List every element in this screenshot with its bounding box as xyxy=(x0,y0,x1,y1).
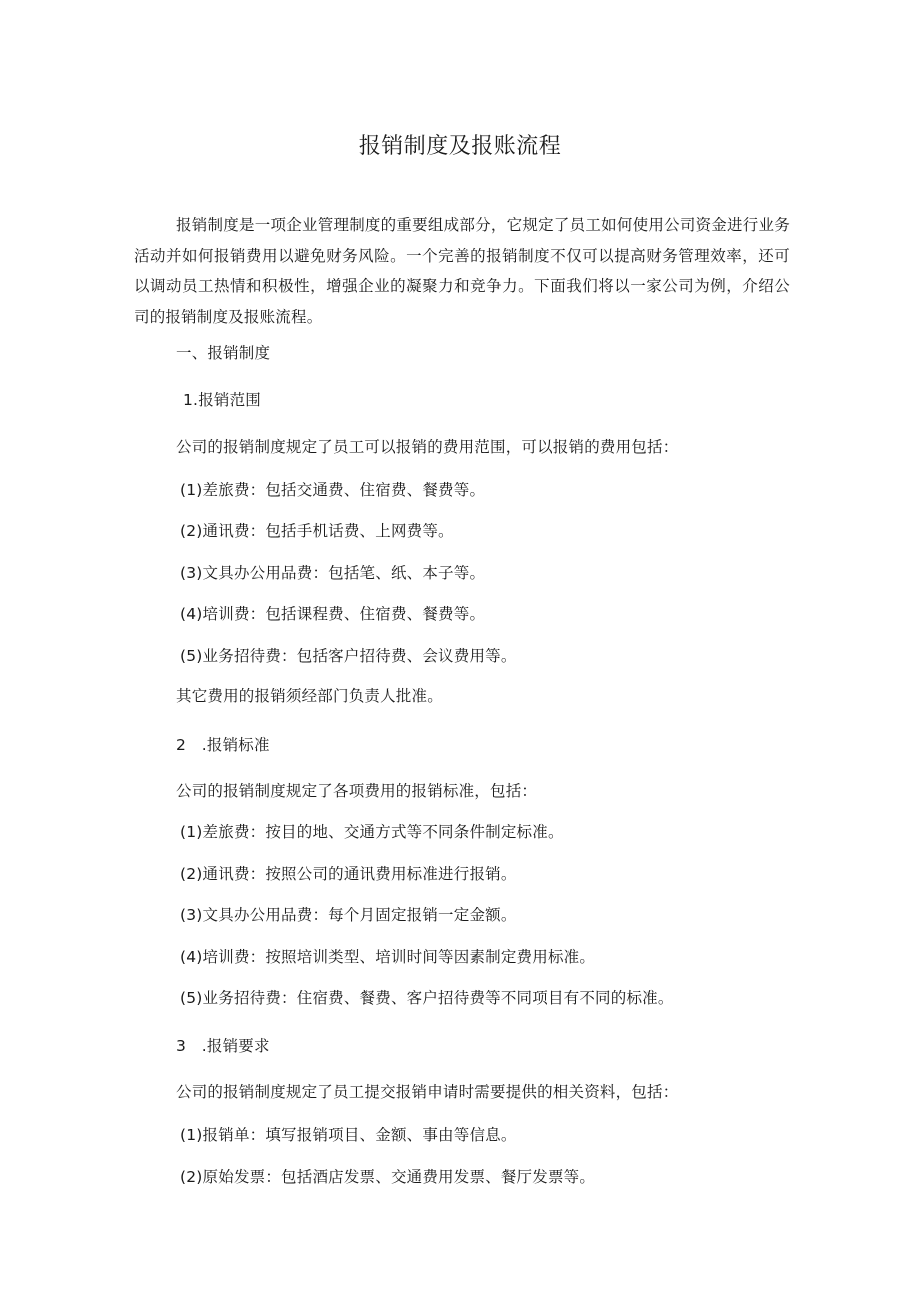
scope-item: (3)文具办公用品费：包括笔、纸、本子等。 xyxy=(180,564,486,582)
subheading-standard: 2 .报销标准 xyxy=(176,736,270,754)
scope-item: (5)业务招待费：包括客户招待费、会议费用等。 xyxy=(180,647,517,665)
requirements-item: (2)原始发票：包括酒店发票、交通费用发票、餐厅发票等。 xyxy=(180,1168,596,1186)
scope-lead: 公司的报销制度规定了员工可以报销的费用范围，可以报销的费用包括： xyxy=(176,438,679,456)
standard-lead: 公司的报销制度规定了各项费用的报销标准，包括： xyxy=(176,782,538,800)
document-title: 报销制度及报账流程 xyxy=(358,134,562,159)
scope-item: (1)差旅费：包括交通费、住宿费、餐费等。 xyxy=(180,481,486,499)
intro-paragraph: 报销制度是一项企业管理制度的重要组成部分，它规定了员工如何使用公司资金进行业务活动并如何报销费用以避免财务风险。一个完善的报销制度不仅可以提高财务管理效率，还可以调动员工热情和积极性，增强企业的凝聚力和竞争力。下面我们将以一家公司为例，介绍公司的报销制度及报账流程。 xyxy=(134,216,790,326)
standard-item: (1)差旅费：按目的地、交通方式等不同条件制定标准。 xyxy=(180,823,564,841)
scope-item: (2)通讯费：包括手机话费、上网费等。 xyxy=(180,522,454,540)
standard-item: (2)通讯费：按照公司的通讯费用标准进行报销。 xyxy=(180,865,517,883)
requirements-item: (1)报销单：填写报销项目、金额、事由等信息。 xyxy=(180,1126,517,1144)
scope-note: 其它费用的报销须经部门负责人批准。 xyxy=(176,687,443,705)
standard-item: (5)业务招待费：住宿费、餐费、客户招待费等不同项目有不同的标准。 xyxy=(180,989,674,1007)
requirements-lead: 公司的报销制度规定了员工提交报销申请时需要提供的相关资料，包括： xyxy=(176,1083,679,1101)
subheading-requirements: 3 .报销要求 xyxy=(176,1037,270,1055)
section-heading-policy: 一、报销制度 xyxy=(176,344,271,362)
standard-item: (3)文具办公用品费：每个月固定报销一定金额。 xyxy=(180,906,517,924)
subheading-scope: 1.报销范围 xyxy=(183,391,261,409)
standard-item: (4)培训费：按照培训类型、培训时间等因素制定费用标准。 xyxy=(180,948,596,966)
scope-item: (4)培训费：包括课程费、住宿费、餐费等。 xyxy=(180,605,486,623)
